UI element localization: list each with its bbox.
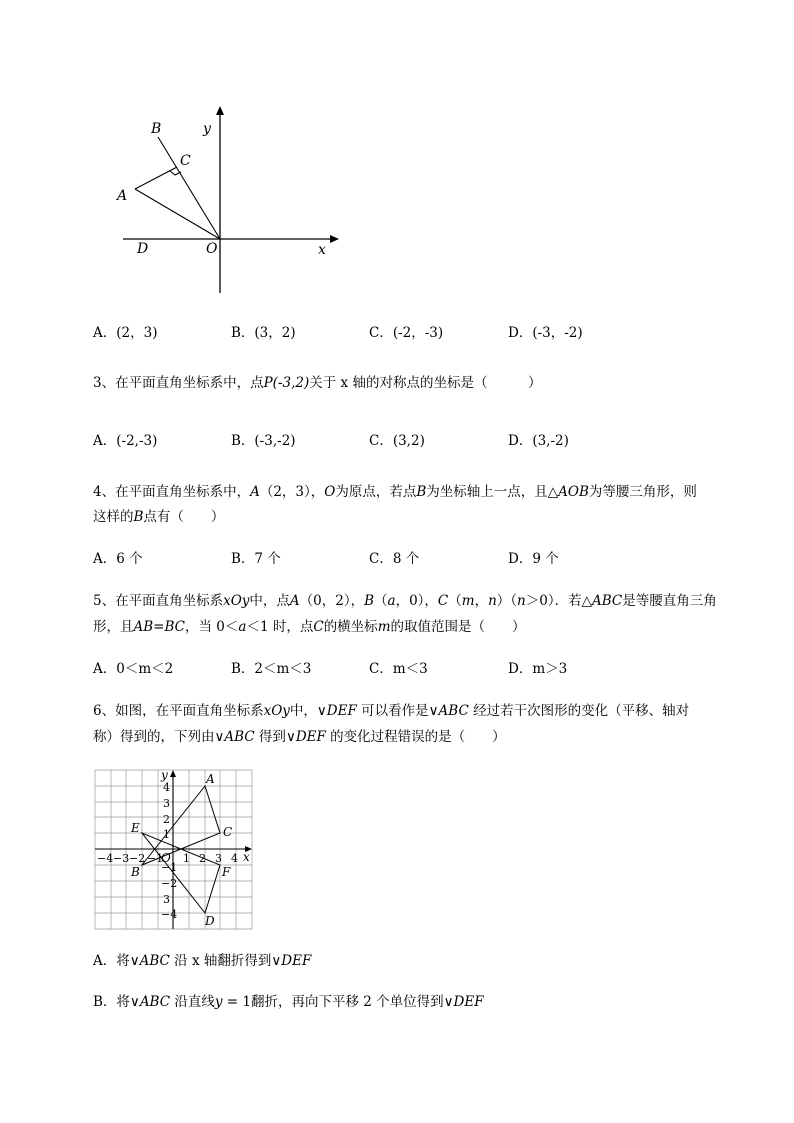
tick-y-1: 1 — [163, 828, 170, 841]
q4-t1: 4、在平面直角坐标系中， — [93, 484, 251, 500]
q6-xoy: xOy — [263, 703, 290, 719]
q5-t3: （0，2）， — [299, 593, 365, 609]
q6-opt-b-abc: ABC — [139, 994, 171, 1010]
q6-opt-a-tri: ∨ — [129, 953, 140, 969]
q5-c2: C — [313, 619, 324, 635]
tick-y-neg4: −4 — [161, 908, 178, 921]
label-o: O — [206, 241, 218, 257]
q5-t11: 形，且 — [93, 619, 134, 635]
label-d: D — [137, 241, 149, 257]
label-a: A — [117, 188, 128, 204]
q4-option-c[interactable]: C．8 个 — [369, 551, 420, 567]
q6-tri4: ∨ — [285, 729, 296, 745]
tick-y-neg1: −1 — [161, 861, 178, 874]
q5-a-var: a — [387, 593, 396, 609]
q5-stem-line2 — [93, 617, 526, 637]
tick-x-neg3: −3 — [113, 852, 130, 865]
q6-tri3: ∨ — [214, 729, 225, 745]
q5-a-var2: a — [238, 619, 247, 635]
q5-t12: ，当 0＜ — [185, 619, 239, 635]
q6-stem-line1 — [93, 701, 689, 721]
grid-y-arrow — [170, 770, 176, 777]
q4-t6: 这样的 — [93, 509, 134, 525]
q5-a: A — [289, 593, 300, 609]
q6-opt-a-def: DEF — [281, 953, 312, 969]
q4-option-a[interactable]: A．6 个 — [93, 551, 143, 567]
q2-option-c[interactable]: C．(-2，-3) — [369, 325, 444, 341]
q6-opt-a-tri2: ∨ — [271, 953, 282, 969]
tick-x-neg1: −1 — [147, 852, 164, 865]
figure-triangle-axes — [110, 100, 350, 300]
q5-t2: 中，点 — [249, 593, 290, 609]
q5-t15: 的取值范围是（ ） — [390, 619, 526, 635]
triangle-def — [142, 833, 220, 913]
q5-bc: BC — [164, 619, 185, 635]
segment-oa — [135, 189, 220, 239]
q4-a: A — [250, 484, 260, 500]
q4-t2: （2，3）， — [259, 484, 325, 500]
q6-option-a[interactable] — [93, 951, 311, 971]
q3-text: 3、在平面直角坐标系中，点 — [93, 375, 264, 391]
q6-opt-b-def: DEF — [453, 994, 484, 1010]
q6-t5: 称）得到的，下列由 — [93, 729, 215, 745]
q6-opt-b-tri2: ∨ — [443, 994, 454, 1010]
grid-label-a: A — [206, 772, 215, 786]
tick-y-neg2: −2 — [161, 877, 178, 890]
x-axis-arrow — [330, 235, 339, 243]
q6-opt-b-tri: ∨ — [129, 994, 140, 1010]
q4-option-d[interactable]: D．9 个 — [508, 551, 559, 567]
q6-stem-line2 — [93, 727, 506, 747]
label-y: y — [203, 121, 211, 137]
q2-option-d[interactable]: D．(-3，-2) — [508, 325, 583, 341]
q6-tri1: ∨ — [316, 703, 327, 719]
y-axis-arrow — [216, 106, 224, 115]
q5-t1: 5、在平面直角坐标系 — [93, 593, 224, 609]
q5-option-a[interactable]: A．0＜m＜2 — [93, 661, 174, 677]
q5-ab: AB — [133, 619, 154, 635]
label-c: C — [180, 153, 191, 169]
q5-m: m — [461, 593, 475, 609]
q5-n: n — [488, 593, 497, 609]
q6-opt-a-t2: 沿 x 轴翻折得到 — [169, 953, 272, 969]
q4-o: O — [324, 484, 336, 500]
q6-t6: 得到 — [254, 729, 286, 745]
q6-tri2: ∨ — [428, 703, 439, 719]
q6-def2: DEF — [295, 729, 326, 745]
q5-c: C — [437, 593, 449, 609]
q4-b2: B — [133, 509, 144, 525]
q6-t1: 6、如图，在平面直角坐标系 — [93, 703, 264, 719]
q5-t13: ＜1 时，点 — [246, 619, 314, 635]
grid-label-e: E — [131, 821, 140, 835]
q6-opt-b-t3: = 1翻折，再向下平移 2 个单位得到 — [222, 994, 444, 1010]
q6-def: DEF — [326, 703, 357, 719]
q5-option-d[interactable]: D．m＞3 — [508, 661, 568, 677]
q3-option-d[interactable]: D．(3,-2) — [508, 433, 569, 449]
q4-t7: 点有（ ） — [143, 509, 225, 525]
q3-option-a[interactable]: A．(-2,-3) — [93, 433, 158, 449]
tick-y-4: 4 — [163, 781, 170, 794]
q5-t10: 是等腰直角三角 — [622, 593, 717, 609]
q4-stem-line1 — [93, 482, 697, 502]
q5-xoy: xOy — [223, 593, 250, 609]
segment-ac — [135, 167, 177, 189]
tick-x-4: 4 — [231, 852, 238, 865]
tick-x-neg4: −4 — [97, 852, 114, 865]
q6-opt-a-abc: ABC — [139, 953, 170, 969]
q5-t8: ）（ — [496, 593, 518, 609]
q4-t3: 为原点，若点 — [335, 484, 417, 500]
q5-abc: ABC — [591, 593, 623, 609]
grid-label-o: O — [161, 851, 171, 865]
tick-x-2: 2 — [199, 852, 206, 865]
q6-t2: 中， — [289, 703, 317, 719]
tick-y-neg3: 3 — [163, 893, 170, 906]
q4-b: B — [416, 484, 427, 500]
q6-t7: 的变化过程错误的是（ ） — [325, 729, 506, 745]
q6-opt-b-y: y — [214, 994, 223, 1010]
q5-eq: = — [153, 619, 165, 635]
q5-t6: （ — [448, 593, 462, 609]
q6-abc: ABC — [438, 703, 469, 719]
tick-x-1: 1 — [183, 852, 190, 865]
q2-option-b[interactable]: B．(3，2) — [231, 325, 296, 341]
q3-stem — [93, 373, 541, 393]
q5-t4: （ — [374, 593, 388, 609]
q5-t9: ＞0）．若△ — [525, 593, 592, 609]
tick-y-3: 3 — [163, 797, 170, 810]
q5-n2: n — [517, 593, 526, 609]
q6-abc2: ABC — [224, 729, 255, 745]
tick-x-neg2: −2 — [129, 852, 146, 865]
q5-option-b[interactable]: B．2＜m＜3 — [231, 661, 312, 677]
label-b: B — [151, 121, 162, 137]
grid-label-b: B — [131, 865, 140, 879]
q2-option-a[interactable]: A．(2，3) — [93, 325, 158, 341]
q3-text-2: 关于 x 轴的对称点的坐标是（ ） — [309, 375, 542, 391]
q4-aob: AOB — [558, 484, 589, 500]
q5-t7: ， — [474, 593, 489, 609]
q3-option-c[interactable]: C．(3,2) — [369, 433, 425, 449]
q6-opt-a-t1: A．将 — [93, 953, 130, 969]
q3-point: P(-3,2) — [263, 375, 310, 391]
q5-t5: ，0）， — [395, 593, 438, 609]
grid-label-x: x — [243, 850, 250, 864]
q4-option-b[interactable]: B．7 个 — [231, 551, 281, 567]
q5-option-c[interactable]: C．m＜3 — [369, 661, 428, 677]
q4-t4: 为坐标轴上一点，且△ — [426, 484, 559, 500]
q6-t4: 经过若干次图形的变化（平移、轴对 — [468, 703, 690, 719]
tick-y-2: 2 — [163, 813, 170, 826]
grid-label-y: y — [161, 768, 168, 782]
tick-x-3: 3 — [215, 852, 222, 865]
q6-option-b[interactable] — [93, 992, 484, 1012]
q6-t3: 可以看作是 — [356, 703, 429, 719]
q6-opt-b-t2: 沿直线 — [170, 994, 215, 1010]
grid-label-d: D — [205, 914, 215, 928]
q5-b: B — [364, 593, 375, 609]
q3-option-b[interactable]: B．(-3,-2) — [231, 433, 296, 449]
label-x: x — [318, 242, 326, 258]
q5-m2: m — [377, 619, 391, 635]
q5-t14: 的横坐标 — [323, 619, 378, 635]
q6-opt-b-t1: B．将 — [93, 994, 130, 1010]
figure-grid-triangles — [90, 765, 260, 935]
grid-label-c: C — [223, 825, 233, 839]
q4-t5: 为等腰三角形，则 — [588, 484, 697, 500]
grid-label-f: F — [222, 865, 231, 879]
q4-stem-line2 — [93, 507, 224, 527]
q5-stem-line1 — [93, 591, 717, 611]
